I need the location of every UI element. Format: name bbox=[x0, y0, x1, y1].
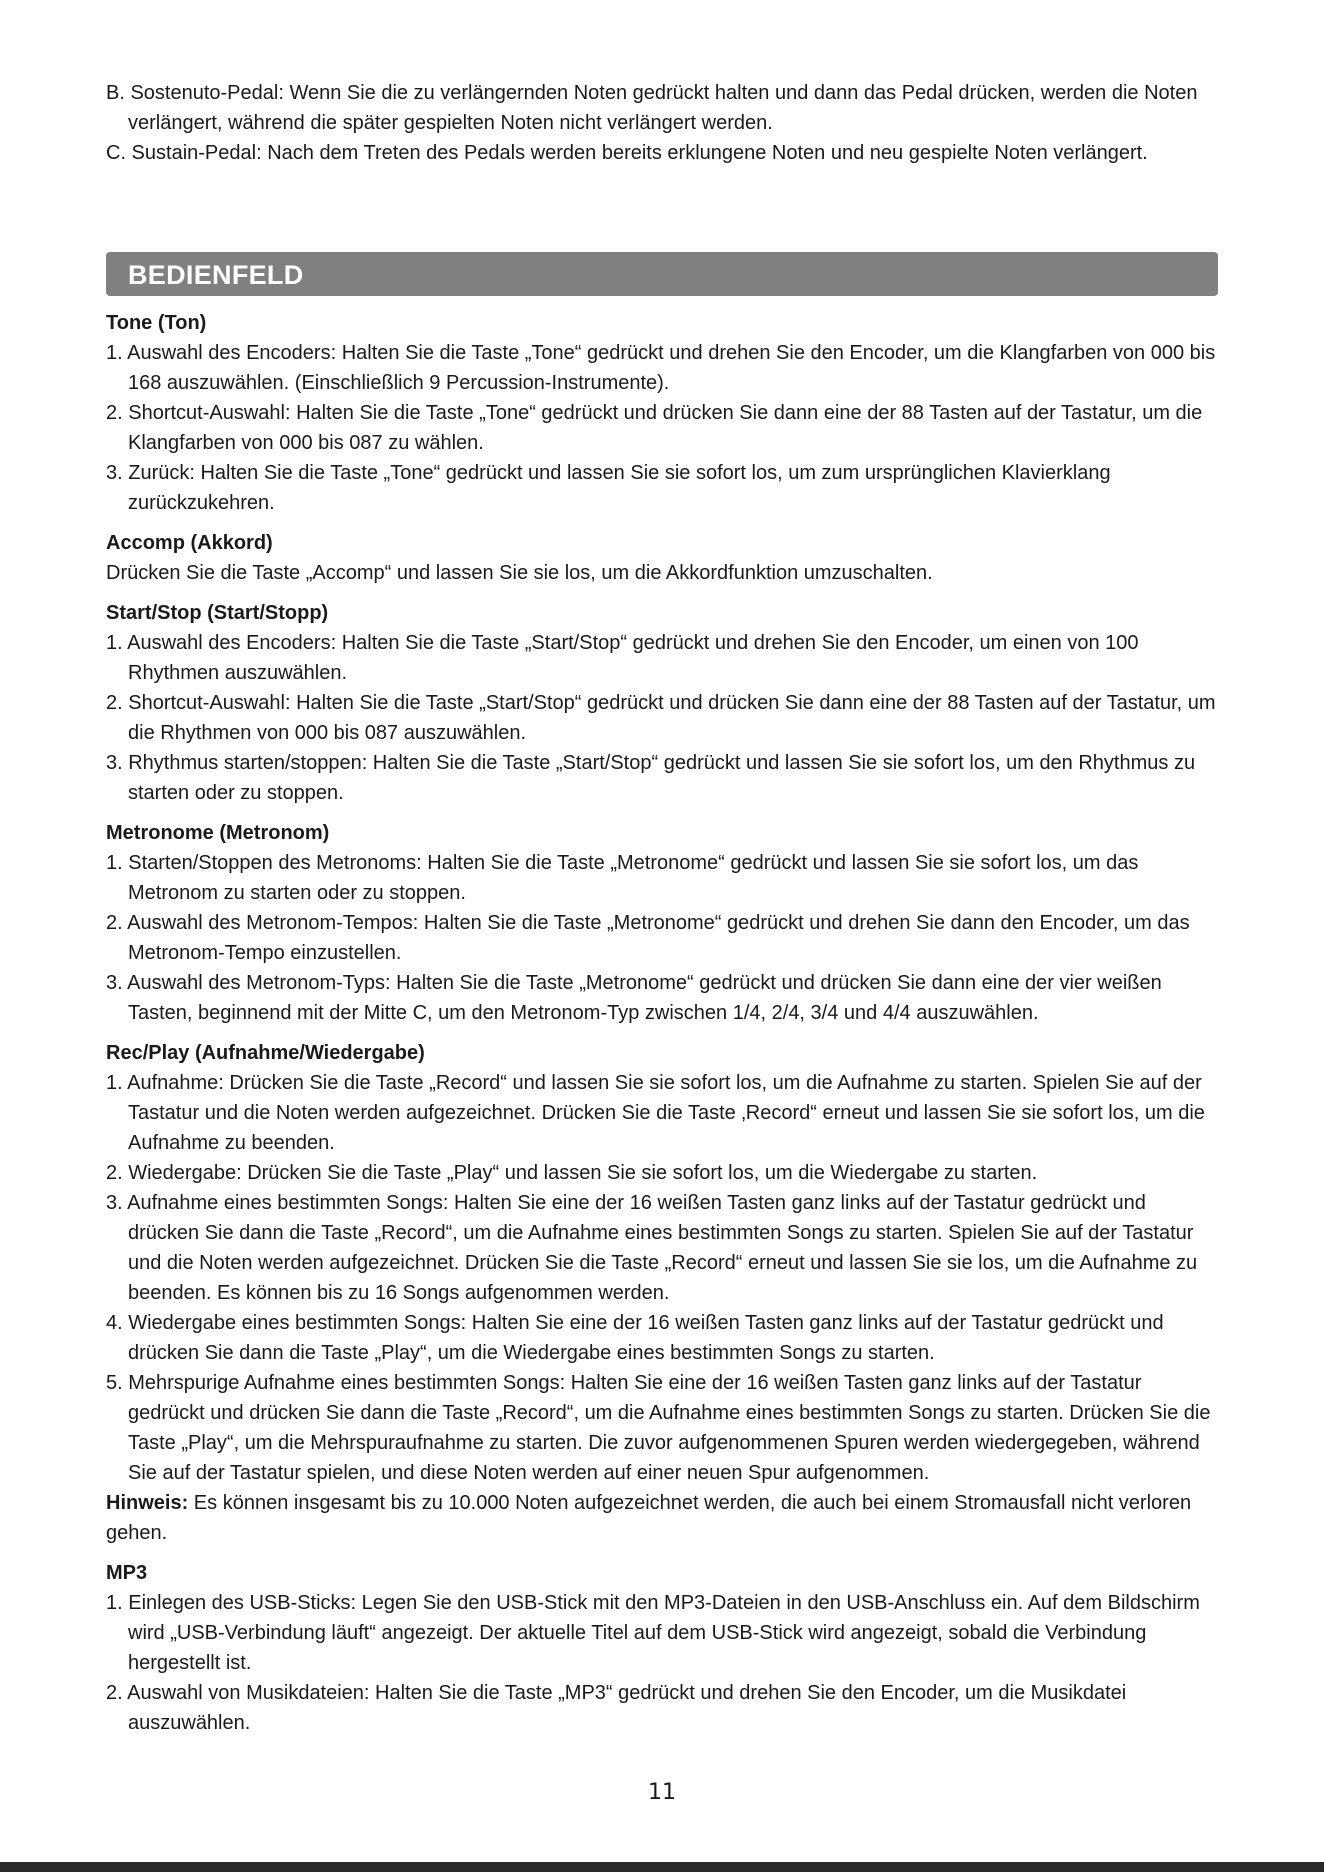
list-item: 1. Auswahl des Encoders: Halten Sie die Taste „Tone“ gedrückt und drehen Sie den Encoder, um die Klangfarben von 000 bis 168 auszuwählen. (Einschließlich 9 Percussion-Instrumente). bbox=[106, 342, 1216, 394]
manual-page bbox=[106, 78, 1218, 1738]
list-item: 3. Aufnahme eines bestimmten Songs: Halten Sie eine der 16 weißen Tasten ganz links auf der Tastatur gedrückt und drücken Sie dann die Taste „Record“, um die Aufnahme eines bestimmten Songs zu starten. Spielen Sie auf der Tastatur und die Noten werden aufgezeichnet. Drücken Sie die Taste „Record“ erneut und lassen Sie sie los, um die Aufnahme zu beenden. Es können bis zu 16 Songs aufgenommen werden. bbox=[106, 1192, 1198, 1304]
tone-section bbox=[106, 308, 1218, 518]
list-item: 3. Zurück: Halten Sie die Taste „Tone“ gedrückt und lassen Sie sie sofort los, um zum ursprünglichen Klavierklang zurückzukehren. bbox=[106, 462, 1111, 514]
section-title: BEDIENFELD bbox=[128, 260, 304, 290]
list-item: 1. Auswahl des Encoders: Halten Sie die Taste „Start/Stop“ gedrückt und drehen Sie den Encoder, um einen von 100 Rhythmen auszuwählen. bbox=[106, 632, 1139, 684]
note-label: Hinweis: bbox=[106, 1492, 189, 1514]
mp3-heading: MP3 bbox=[106, 1562, 148, 1584]
page-number: 11 bbox=[648, 1780, 676, 1805]
list-item: 1. Aufnahme: Drücken Sie die Taste „Record“ und lassen Sie sie sofort los, um die Aufnahme zu starten. Spielen Sie auf der Tastatur und die Noten werden aufgezeichnet. Drücken Sie die Taste ‚Record“ erneut und lassen Sie sie sofort los, um die Aufnahme zu beenden. bbox=[106, 1072, 1205, 1154]
note-text: Es können insgesamt bis zu 10.000 Noten aufgezeichnet werden, die auch bei einem Stromausfall nicht verloren gehen. bbox=[106, 1492, 1192, 1544]
sustain-pedal-text: C. Sustain-Pedal: Nach dem Treten des Pedals werden bereits erklungene Noten und neu gespielte Noten verlängert. bbox=[106, 142, 1148, 164]
section-title-bar bbox=[106, 252, 1218, 296]
recplay-note bbox=[106, 1488, 1218, 1548]
bottom-border bbox=[0, 1862, 1324, 1872]
accomp-heading: Accomp (Akkord) bbox=[106, 532, 273, 554]
startstop-list bbox=[106, 628, 1218, 808]
tone-list bbox=[106, 338, 1218, 518]
list-item: 3. Rhythmus starten/stoppen: Halten Sie die Taste „Start/Stop“ gedrückt und lassen Sie sie sofort los, um den Rhythmus zu starten oder zu stoppen. bbox=[106, 752, 1196, 804]
startstop-section bbox=[106, 598, 1218, 808]
recplay-heading: Rec/Play (Aufnahme/Wiedergabe) bbox=[106, 1042, 425, 1064]
list-item: 4. Wiedergabe eines bestimmten Songs: Halten Sie eine der 16 weißen Tasten ganz links auf der Tastatur gedrückt und drücken Sie dann die Taste „Play“, um die Wiedergabe eines bestimmten Songs zu starten. bbox=[106, 1312, 1164, 1364]
metronome-heading: Metronome (Metronom) bbox=[106, 822, 330, 844]
list-item: 3. Auswahl des Metronom-Typs: Halten Sie die Taste „Metronome“ gedrückt und drücken Sie dann eine der vier weißen Tasten, beginnend mit der Mitte C, um den Metronom-Typ zwischen 1/4, 2/4, 3/4 und 4/4 auszuwählen. bbox=[106, 972, 1162, 1024]
list-item: 2. Auswahl von Musikdateien: Halten Sie die Taste „MP3“ gedrückt und drehen Sie den Encoder, um die Musikdatei auszuwählen. bbox=[106, 1682, 1127, 1734]
mp3-section bbox=[106, 1558, 1218, 1738]
accomp-text: Drücken Sie die Taste „Accomp“ und lassen Sie sie los, um die Akkordfunktion umzuschalten. bbox=[106, 562, 933, 584]
tone-heading: Tone (Ton) bbox=[106, 312, 207, 334]
list-item: 2. Auswahl des Metronom-Tempos: Halten Sie die Taste „Metronome“ gedrückt und drehen Sie dann den Encoder, um das Metronom-Tempo einzustellen. bbox=[106, 912, 1190, 964]
list-item: 2. Wiedergabe: Drücken Sie die Taste „Play“ und lassen Sie sie sofort los, um die Wiedergabe zu starten. bbox=[106, 1162, 1038, 1184]
sostenuto-pedal-text: B. Sostenuto-Pedal: Wenn Sie die zu verlängernden Noten gedrückt halten und dann das Pedal drücken, werden die Noten verlängert, während die später gespielten Noten nicht verlängert werden. bbox=[106, 82, 1198, 134]
mp3-list bbox=[106, 1588, 1218, 1738]
accomp-section bbox=[106, 528, 1218, 588]
metronome-list bbox=[106, 848, 1218, 1028]
list-item: 5. Mehrspurige Aufnahme eines bestimmten Songs: Halten Sie eine der 16 weißen Tasten ganz links auf der Tastatur gedrückt und drücken Sie dann die Taste „Record“, um die Aufnahme eines bestimmten Songs zu starten. Drücken Sie die Taste „Play“, um die Mehrspuraufnahme zu starten. Die zuvor aufgenommenen Spuren werden wiedergegeben, während Sie auf der Tastatur spielen, und diese Noten werden auf einer neuen Spur aufgenommen. bbox=[106, 1372, 1211, 1484]
list-item: 2. Shortcut-Auswahl: Halten Sie die Taste „Start/Stop“ gedrückt und drücken Sie dann eine der 88 Tasten auf der Tastatur, um die Rhythmen von 000 bis 087 auszuwählen. bbox=[106, 692, 1216, 744]
list-item: 2. Shortcut-Auswahl: Halten Sie die Taste „Tone“ gedrückt und drücken Sie dann eine der 88 Tasten auf der Tastatur, um die Klangfarben von 000 bis 087 zu wählen. bbox=[106, 402, 1203, 454]
recplay-section bbox=[106, 1038, 1218, 1548]
recplay-list bbox=[106, 1068, 1218, 1488]
list-item: 1. Starten/Stoppen des Metronoms: Halten Sie die Taste „Metronome“ gedrückt und lassen Sie sie sofort los, um das Metronom zu starten oder zu stoppen. bbox=[106, 852, 1139, 904]
list-item: 1. Einlegen des USB-Sticks: Legen Sie den USB-Stick mit den MP3-Dateien in den USB-Anschluss ein. Auf dem Bildschirm wird „USB-Verbindung läuft“ angezeigt. Der aktuelle Titel auf dem USB-Stick wird angezeigt, sobald die Verbindung hergestellt ist. bbox=[106, 1592, 1200, 1674]
pedal-intro bbox=[106, 78, 1218, 168]
startstop-heading: Start/Stop (Start/Stopp) bbox=[106, 602, 329, 624]
metronome-section bbox=[106, 818, 1218, 1028]
